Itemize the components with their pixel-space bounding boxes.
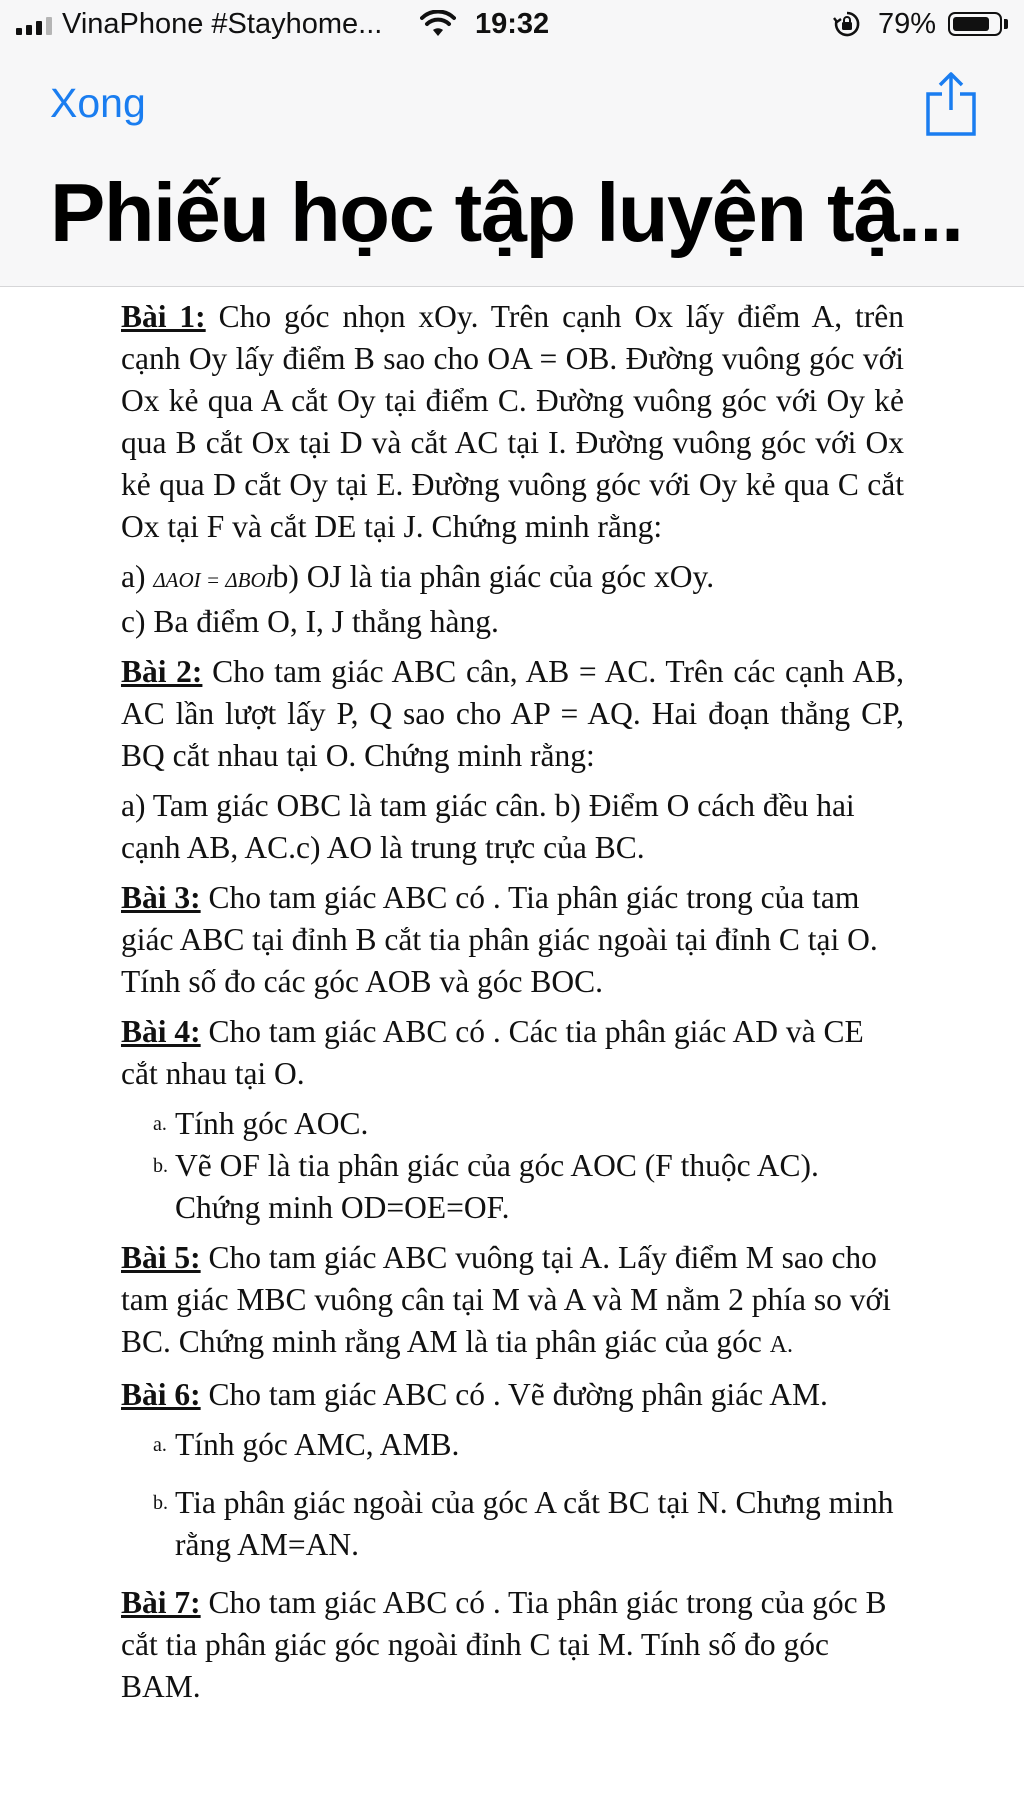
part-c: c) Ba điểm O, I, J thẳng hàng. (121, 604, 499, 639)
list-item-text: Vẽ OF là tia phân giác của góc AOC (F thuộc AC). Chứng minh OD=OE=OF. (175, 1148, 819, 1225)
exercise-label: Bài 5: (121, 1240, 201, 1275)
exercise-text: Cho tam giác ABC có . Vẽ đường phân giác AM. (200, 1377, 828, 1412)
battery-icon (948, 12, 1002, 36)
exercise-2 (121, 651, 904, 777)
list-item-text: Tính góc AMC, AMB. (175, 1427, 460, 1462)
exercise-label: Bài 7: (121, 1585, 201, 1620)
list-item (153, 1482, 904, 1566)
wifi-icon (420, 10, 456, 38)
formula-aoi-boi: ΔAOI = ΔBOI (153, 568, 273, 592)
list-marker: a. (153, 1113, 167, 1135)
rotation-lock-icon (833, 10, 861, 38)
list-item-text: Tính góc AOC. (175, 1106, 369, 1141)
exercise-6 (121, 1374, 904, 1416)
list-item (153, 1145, 904, 1229)
carrier-name: VinaPhone #Stayhome... (62, 8, 383, 40)
exercise-5 (121, 1237, 904, 1366)
share-icon[interactable] (922, 68, 980, 138)
exercise-label: Bài 6: (121, 1377, 201, 1412)
exercise-4-items (153, 1103, 904, 1229)
battery-percent: 79% (878, 8, 937, 40)
exercise-text: Cho góc nhọn xOy. Trên cạnh Ox lấy điểm A, trên cạnh Oy lấy điểm B sao cho OA = OB. Đường vuông góc với Ox kẻ qua A cắt Oy tại điểm C. Đường vuông góc với Oy kẻ qua B cắt Ox tại D và cắt AC tại I. Đường vuông góc với Ox kẻ qua D cắt Oy tại E. Đường vuông góc với Oy kẻ qua C cắt Ox tại F và cắt DE tại J. Chứng minh rằng: (121, 299, 904, 544)
exercise-3 (121, 877, 904, 1003)
exercise-tail: A. (769, 1332, 794, 1358)
list-item (153, 1424, 904, 1466)
navigation-header (0, 50, 1024, 287)
list-item (153, 1103, 904, 1145)
exercise-2-parts (121, 785, 904, 869)
exercise-1-parts-ab (121, 556, 904, 601)
clock: 19:32 (475, 8, 550, 40)
exercise-text: Cho tam giác ABC có . Tia phân giác trong của tam giác ABC tại đỉnh B cắt tia phân giác ngoài tại đỉnh C tại O. Tính số đo các góc AOB và góc BOC. (121, 880, 878, 999)
exercise-6-items (153, 1424, 904, 1566)
exercise-label: Bài 3: (121, 880, 201, 915)
exercise-1-part-c (121, 601, 904, 643)
exercise-text: Cho tam giác ABC cân, AB = AC. Trên các cạnh AB, AC lần lượt lấy P, Q sao cho AP = AQ. Hai đoạn thẳng CP, BQ cắt nhau tại O. Chứng minh rằng: (121, 654, 904, 773)
status-bar (0, 0, 1024, 50)
exercise-parts: a) Tam giác OBC là tam giác cân. b) Điểm O cách đều hai cạnh AB, AC.c) AO là trung trực của BC. (121, 788, 855, 865)
exercise-label: Bài 2: (121, 654, 203, 689)
page-title: Phiếu học tập luyện tậ... (50, 166, 963, 259)
exercise-4 (121, 1011, 904, 1095)
battery-tip (1004, 19, 1008, 29)
exercise-label: Bài 1: (121, 299, 206, 334)
exercise-text: Cho tam giác ABC có . Tia phân giác trong của góc B cắt tia phân giác góc ngoài đỉnh C tại M. Tính số đo góc BAM. (121, 1585, 887, 1704)
list-marker: a. (153, 1434, 167, 1456)
exercise-1 (121, 296, 904, 548)
part-b: b) OJ là tia phân giác của góc xOy. (272, 559, 715, 594)
done-button[interactable]: Xong (50, 80, 146, 126)
part-a-label: a) (121, 559, 154, 594)
exercise-7 (121, 1582, 904, 1708)
list-item-text: Tia phân giác ngoài của góc A cắt BC tại N. Chưng minh rằng AM=AN. (175, 1485, 894, 1562)
exercise-label: Bài 4: (121, 1014, 201, 1049)
document-body (121, 296, 904, 1716)
list-marker: b. (153, 1155, 168, 1177)
exercise-text: Cho tam giác ABC vuông tại A. Lấy điểm M sao cho tam giác MBC vuông cân tại M và A và M nằm 2 phía so với BC. Chứng minh rằng AM là tia phân giác của góc (121, 1240, 891, 1359)
signal-icon (16, 17, 52, 35)
list-marker: b. (153, 1492, 168, 1514)
exercise-text: Cho tam giác ABC có . Các tia phân giác AD và CE cắt nhau tại O. (121, 1014, 864, 1091)
